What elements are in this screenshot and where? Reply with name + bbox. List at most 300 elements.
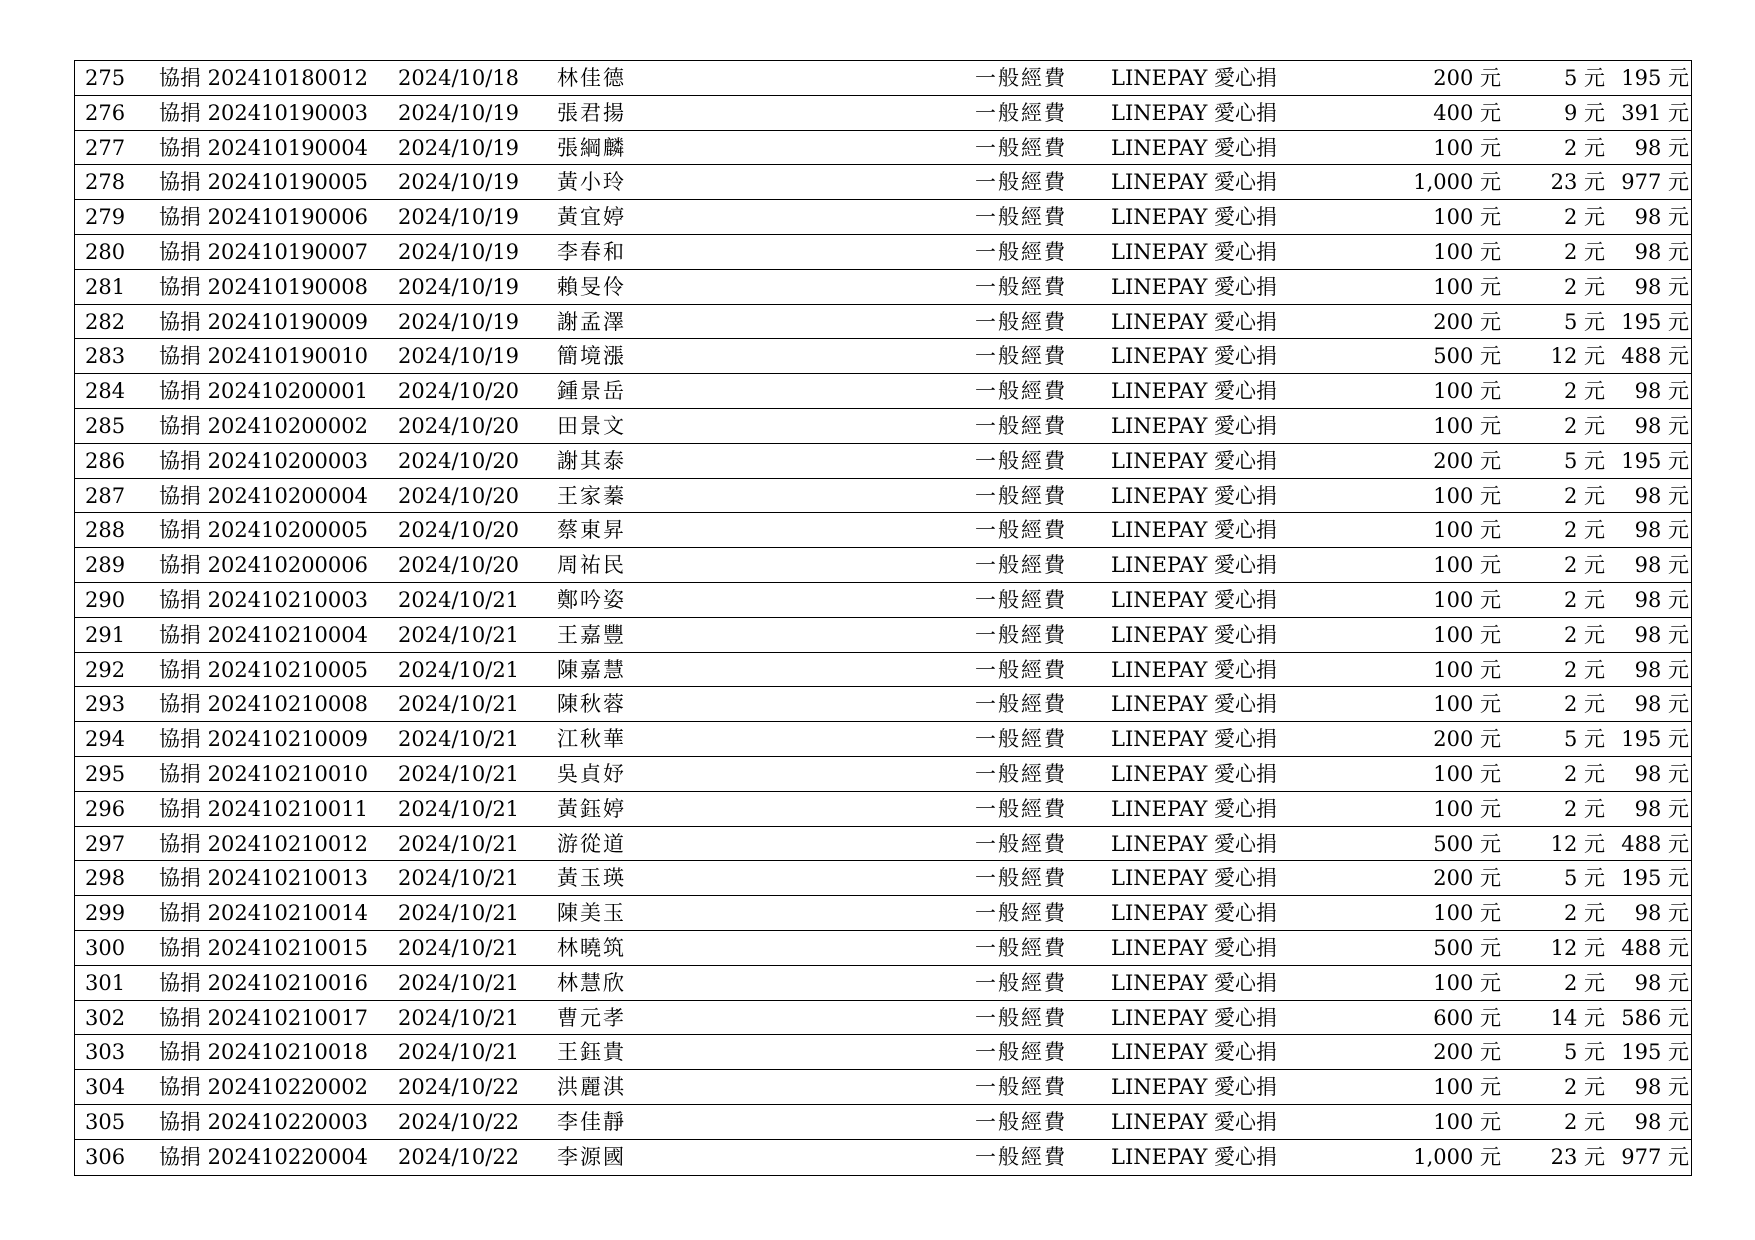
payment-method: LINEPAY 愛心捐 [1111,1144,1278,1169]
donor-name: 陳秋蓉 [557,692,626,717]
fund-category: 一般經費 [975,692,1067,717]
row-number: 300 [85,935,126,960]
donation-amount: 100 元 [1433,553,1501,578]
row-number: 276 [85,100,126,125]
donation-amount: 200 元 [1433,727,1501,752]
processing-fee: 2 元 [1563,1075,1605,1100]
table-row [75,165,1691,200]
receipt-number: 協捐 202410190008 [159,274,369,299]
donor-name: 林慧欣 [557,970,626,995]
fund-category: 一般經費 [975,587,1067,612]
net-amount: 195 元 [1621,66,1689,90]
donation-date: 2024/10/21 [398,657,520,682]
donation-date: 2024/10/20 [398,379,520,404]
donor-name: 田景文 [557,413,626,438]
donor-name: 黃宜婷 [557,205,626,230]
processing-fee: 2 元 [1563,796,1605,821]
row-number: 295 [85,761,126,786]
table-row [75,235,1691,270]
net-amount: 488 元 [1621,344,1689,369]
receipt-number: 協捐 202410210004 [159,622,369,647]
net-amount: 195 元 [1621,309,1689,334]
donation-date: 2024/10/20 [398,413,520,438]
processing-fee: 5 元 [1563,448,1605,473]
net-amount: 977 元 [1621,1144,1689,1169]
donor-name: 周祐民 [557,553,626,578]
table-row [75,722,1691,757]
donation-amount: 100 元 [1433,205,1501,230]
fund-category: 一般經費 [975,657,1067,682]
net-amount: 98 元 [1634,413,1689,438]
net-amount: 195 元 [1621,448,1689,473]
row-number: 296 [85,796,126,821]
donor-name: 洪麗淇 [557,1075,626,1100]
fund-category: 一般經費 [975,553,1067,578]
net-amount: 98 元 [1634,796,1689,821]
donor-name: 王嘉豐 [557,622,626,647]
donation-date: 2024/10/21 [398,692,520,717]
donor-name: 黃小玲 [557,170,626,195]
row-number: 301 [85,970,126,995]
donation-amount: 200 元 [1433,448,1501,473]
fund-category: 一般經費 [975,1109,1067,1134]
receipt-number: 協捐 202410210014 [159,901,369,926]
table-row [75,61,1691,96]
payment-method: LINEPAY 愛心捐 [1111,657,1278,682]
table-row [75,757,1691,792]
table-row [75,305,1691,340]
fund-category: 一般經費 [975,413,1067,438]
receipt-number: 協捐 202410190006 [159,205,369,230]
processing-fee: 2 元 [1563,1109,1605,1134]
payment-method: LINEPAY 愛心捐 [1111,100,1278,125]
receipt-number: 協捐 202410210017 [159,1005,369,1030]
row-number: 284 [85,379,126,404]
donation-amount: 200 元 [1433,1040,1501,1065]
row-number: 302 [85,1005,126,1030]
donor-name: 游從道 [557,831,626,856]
donation-date: 2024/10/21 [398,727,520,752]
row-number: 305 [85,1109,126,1134]
fund-category: 一般經費 [975,239,1067,264]
table-row [75,896,1691,931]
table-row [75,966,1691,1001]
receipt-number: 協捐 202410200006 [159,553,369,578]
donation-amount: 100 元 [1433,587,1501,612]
donor-name: 李源國 [557,1144,626,1169]
row-number: 291 [85,622,126,647]
processing-fee: 12 元 [1550,831,1605,856]
donation-amount: 600 元 [1433,1005,1501,1030]
net-amount: 98 元 [1634,553,1689,578]
net-amount: 391 元 [1621,100,1689,125]
payment-method: LINEPAY 愛心捐 [1111,379,1278,404]
processing-fee: 2 元 [1563,622,1605,647]
processing-fee: 14 元 [1550,1005,1605,1030]
row-number: 281 [85,274,126,299]
net-amount: 98 元 [1634,1109,1689,1134]
row-number: 297 [85,831,126,856]
row-number: 277 [85,135,126,160]
receipt-number: 協捐 202410210013 [159,866,369,891]
donor-name: 謝孟澤 [557,309,626,334]
processing-fee: 2 元 [1563,692,1605,717]
net-amount: 98 元 [1634,692,1689,717]
net-amount: 98 元 [1634,518,1689,543]
receipt-number: 協捐 202410200004 [159,483,369,508]
row-number: 279 [85,205,126,230]
donation-date: 2024/10/19 [398,309,520,334]
payment-method: LINEPAY 愛心捐 [1111,413,1278,438]
payment-method: LINEPAY 愛心捐 [1111,448,1278,473]
receipt-number: 協捐 202410210005 [159,657,369,682]
processing-fee: 23 元 [1550,170,1605,195]
table-row [75,827,1691,862]
net-amount: 488 元 [1621,935,1689,960]
payment-method: LINEPAY 愛心捐 [1111,692,1278,717]
net-amount: 98 元 [1634,135,1689,160]
donor-name: 王家蓁 [557,483,626,508]
donation-amount: 400 元 [1433,100,1501,125]
processing-fee: 2 元 [1563,518,1605,543]
donation-date: 2024/10/21 [398,622,520,647]
processing-fee: 2 元 [1563,379,1605,404]
donation-date: 2024/10/22 [398,1109,520,1134]
receipt-number: 協捐 202410210011 [159,796,369,821]
processing-fee: 9 元 [1563,100,1605,125]
table-row [75,1001,1691,1036]
donor-name: 李春和 [557,239,626,264]
row-number: 287 [85,483,126,508]
table-row [75,618,1691,653]
processing-fee: 2 元 [1563,239,1605,264]
payment-method: LINEPAY 愛心捐 [1111,205,1278,230]
payment-method: LINEPAY 愛心捐 [1111,274,1278,299]
net-amount: 977 元 [1621,170,1689,195]
net-amount: 586 元 [1621,1005,1689,1030]
net-amount: 98 元 [1634,239,1689,264]
fund-category: 一般經費 [975,135,1067,160]
donation-amount: 100 元 [1433,622,1501,647]
fund-category: 一般經費 [975,274,1067,299]
table-row [75,513,1691,548]
donation-date: 2024/10/19 [398,135,520,160]
donation-date: 2024/10/20 [398,553,520,578]
donation-amount: 100 元 [1433,1075,1501,1100]
row-number: 289 [85,553,126,578]
row-number: 290 [85,587,126,612]
receipt-number: 協捐 202410190007 [159,239,369,264]
fund-category: 一般經費 [975,1040,1067,1065]
donation-date: 2024/10/21 [398,796,520,821]
donation-amount: 500 元 [1433,831,1501,856]
table-row [75,1070,1691,1105]
payment-method: LINEPAY 愛心捐 [1111,1040,1278,1065]
donor-name: 黃鈺婷 [557,796,626,821]
donation-amount: 100 元 [1433,135,1501,160]
payment-method: LINEPAY 愛心捐 [1111,1109,1278,1134]
payment-method: LINEPAY 愛心捐 [1111,344,1278,369]
receipt-number: 協捐 202410210003 [159,587,369,612]
table-row [75,1035,1691,1070]
donor-name: 鍾景岳 [557,379,626,404]
net-amount: 195 元 [1621,1040,1689,1065]
donation-amount: 100 元 [1433,483,1501,508]
receipt-number: 協捐 202410200002 [159,413,369,438]
row-number: 282 [85,309,126,334]
processing-fee: 2 元 [1563,274,1605,299]
net-amount: 98 元 [1634,761,1689,786]
donation-date: 2024/10/19 [398,170,520,195]
receipt-number: 協捐 202410190003 [159,100,369,125]
row-number: 299 [85,901,126,926]
donation-date: 2024/10/21 [398,901,520,926]
row-number: 298 [85,866,126,891]
payment-method: LINEPAY 愛心捐 [1111,170,1278,195]
donation-amount: 100 元 [1433,657,1501,682]
donor-name: 吳貞妤 [557,761,626,786]
donation-amount: 500 元 [1433,344,1501,369]
processing-fee: 5 元 [1563,727,1605,752]
donation-amount: 1,000 元 [1413,170,1501,195]
table-row [75,653,1691,688]
donation-amount: 100 元 [1433,413,1501,438]
donor-name: 林曉筑 [557,935,626,960]
donation-amount: 100 元 [1433,274,1501,299]
net-amount: 488 元 [1621,831,1689,856]
donation-date: 2024/10/19 [398,274,520,299]
donation-amount: 100 元 [1433,239,1501,264]
receipt-number: 協捐 202410210012 [159,831,369,856]
fund-category: 一般經費 [975,1075,1067,1100]
fund-category: 一般經費 [975,761,1067,786]
donor-name: 黃玉瑛 [557,866,626,891]
net-amount: 98 元 [1634,483,1689,508]
net-amount: 98 元 [1634,587,1689,612]
table-row [75,1105,1691,1140]
donation-date: 2024/10/19 [398,100,520,125]
donation-amount: 100 元 [1433,761,1501,786]
receipt-number: 協捐 202410200003 [159,448,369,473]
receipt-number: 協捐 202410190005 [159,170,369,195]
fund-category: 一般經費 [975,1144,1067,1169]
fund-category: 一般經費 [975,727,1067,752]
donation-date: 2024/10/21 [398,1040,520,1065]
receipt-number: 協捐 202410180012 [159,66,369,90]
payment-method: LINEPAY 愛心捐 [1111,309,1278,334]
payment-method: LINEPAY 愛心捐 [1111,553,1278,578]
payment-method: LINEPAY 愛心捐 [1111,587,1278,612]
fund-category: 一般經費 [975,622,1067,647]
donor-name: 張君揚 [557,100,626,125]
net-amount: 195 元 [1621,727,1689,752]
donation-date: 2024/10/21 [398,970,520,995]
donation-date: 2024/10/20 [398,483,520,508]
processing-fee: 12 元 [1550,344,1605,369]
donor-name: 陳美玉 [557,901,626,926]
donation-amount: 100 元 [1433,970,1501,995]
row-number: 304 [85,1075,126,1100]
payment-method: LINEPAY 愛心捐 [1111,483,1278,508]
table-row [75,548,1691,583]
table-row [75,339,1691,374]
net-amount: 98 元 [1634,970,1689,995]
donation-amount: 100 元 [1433,518,1501,543]
fund-category: 一般經費 [975,901,1067,926]
donation-amount: 100 元 [1433,796,1501,821]
fund-category: 一般經費 [975,448,1067,473]
payment-method: LINEPAY 愛心捐 [1111,66,1278,90]
row-number: 288 [85,518,126,543]
donation-amount: 200 元 [1433,309,1501,334]
donation-amount: 100 元 [1433,692,1501,717]
table-row [75,479,1691,514]
payment-method: LINEPAY 愛心捐 [1111,831,1278,856]
payment-method: LINEPAY 愛心捐 [1111,622,1278,647]
donation-date: 2024/10/22 [398,1144,520,1169]
receipt-number: 協捐 202410210010 [159,761,369,786]
net-amount: 98 元 [1634,274,1689,299]
processing-fee: 2 元 [1563,553,1605,578]
receipt-number: 協捐 202410190010 [159,344,369,369]
table-row [75,96,1691,131]
table-row [75,409,1691,444]
row-number: 278 [85,170,126,195]
row-number: 283 [85,344,126,369]
donation-date: 2024/10/20 [398,518,520,543]
processing-fee: 12 元 [1550,935,1605,960]
donation-date: 2024/10/22 [398,1075,520,1100]
table-row [75,931,1691,966]
donation-date: 2024/10/21 [398,1005,520,1030]
payment-method: LINEPAY 愛心捐 [1111,866,1278,891]
donation-ledger-table [74,60,1692,1176]
payment-method: LINEPAY 愛心捐 [1111,1075,1278,1100]
receipt-number: 協捐 202410220002 [159,1075,369,1100]
processing-fee: 5 元 [1563,309,1605,334]
table-row [75,374,1691,409]
table-row [75,200,1691,235]
donation-date: 2024/10/21 [398,935,520,960]
table-row [75,1140,1691,1175]
donation-amount: 200 元 [1433,66,1501,90]
fund-category: 一般經費 [975,796,1067,821]
processing-fee: 5 元 [1563,66,1605,90]
fund-category: 一般經費 [975,970,1067,995]
row-number: 280 [85,239,126,264]
receipt-number: 協捐 202410190009 [159,309,369,334]
row-number: 294 [85,727,126,752]
fund-category: 一般經費 [975,66,1067,90]
donor-name: 簡境漲 [557,344,626,369]
table-row [75,131,1691,166]
row-number: 286 [85,448,126,473]
receipt-number: 協捐 202410210008 [159,692,369,717]
fund-category: 一般經費 [975,379,1067,404]
payment-method: LINEPAY 愛心捐 [1111,727,1278,752]
donation-date: 2024/10/19 [398,205,520,230]
payment-method: LINEPAY 愛心捐 [1111,135,1278,160]
fund-category: 一般經費 [975,483,1067,508]
fund-category: 一般經費 [975,831,1067,856]
row-number: 285 [85,413,126,438]
processing-fee: 2 元 [1563,970,1605,995]
donation-amount: 500 元 [1433,935,1501,960]
donation-date: 2024/10/21 [398,866,520,891]
fund-category: 一般經費 [975,935,1067,960]
donation-amount: 100 元 [1433,379,1501,404]
table-row [75,583,1691,618]
receipt-number: 協捐 202410210009 [159,727,369,752]
payment-method: LINEPAY 愛心捐 [1111,901,1278,926]
donation-amount: 100 元 [1433,901,1501,926]
donation-date: 2024/10/21 [398,831,520,856]
table-row [75,861,1691,896]
processing-fee: 2 元 [1563,135,1605,160]
row-number: 275 [85,66,126,90]
payment-method: LINEPAY 愛心捐 [1111,796,1278,821]
donation-date: 2024/10/20 [398,448,520,473]
donor-name: 賴旻伶 [557,274,626,299]
processing-fee: 23 元 [1550,1144,1605,1169]
payment-method: LINEPAY 愛心捐 [1111,239,1278,264]
payment-method: LINEPAY 愛心捐 [1111,935,1278,960]
receipt-number: 協捐 202410200001 [159,379,369,404]
table-row [75,687,1691,722]
row-number: 293 [85,692,126,717]
fund-category: 一般經費 [975,866,1067,891]
payment-method: LINEPAY 愛心捐 [1111,761,1278,786]
donor-name: 李佳靜 [557,1109,626,1134]
donation-amount: 1,000 元 [1413,1144,1501,1169]
donor-name: 鄭吟姿 [557,587,626,612]
fund-category: 一般經費 [975,205,1067,230]
fund-category: 一般經費 [975,344,1067,369]
donation-date: 2024/10/21 [398,587,520,612]
receipt-number: 協捐 202410190004 [159,135,369,160]
donation-date: 2024/10/19 [398,344,520,369]
donor-name: 謝其泰 [557,448,626,473]
net-amount: 98 元 [1634,622,1689,647]
net-amount: 98 元 [1634,1075,1689,1100]
donor-name: 陳嘉慧 [557,657,626,682]
processing-fee: 5 元 [1563,866,1605,891]
fund-category: 一般經費 [975,309,1067,334]
donor-name: 王鈺貴 [557,1040,626,1065]
fund-category: 一般經費 [975,518,1067,543]
processing-fee: 2 元 [1563,413,1605,438]
donor-name: 江秋華 [557,727,626,752]
processing-fee: 2 元 [1563,205,1605,230]
receipt-number: 協捐 202410200005 [159,518,369,543]
donor-name: 張綱麟 [557,135,626,160]
donation-amount: 100 元 [1433,1109,1501,1134]
donation-amount: 200 元 [1433,866,1501,891]
processing-fee: 2 元 [1563,901,1605,926]
receipt-number: 協捐 202410220003 [159,1109,369,1134]
net-amount: 98 元 [1634,901,1689,926]
receipt-number: 協捐 202410210016 [159,970,369,995]
donor-name: 蔡東昇 [557,518,626,543]
receipt-number: 協捐 202410210018 [159,1040,369,1065]
donation-date: 2024/10/18 [398,66,520,90]
donor-name: 曹元孝 [557,1005,626,1030]
payment-method: LINEPAY 愛心捐 [1111,518,1278,543]
table-row [75,270,1691,305]
processing-fee: 2 元 [1563,657,1605,682]
processing-fee: 2 元 [1563,761,1605,786]
payment-method: LINEPAY 愛心捐 [1111,970,1278,995]
